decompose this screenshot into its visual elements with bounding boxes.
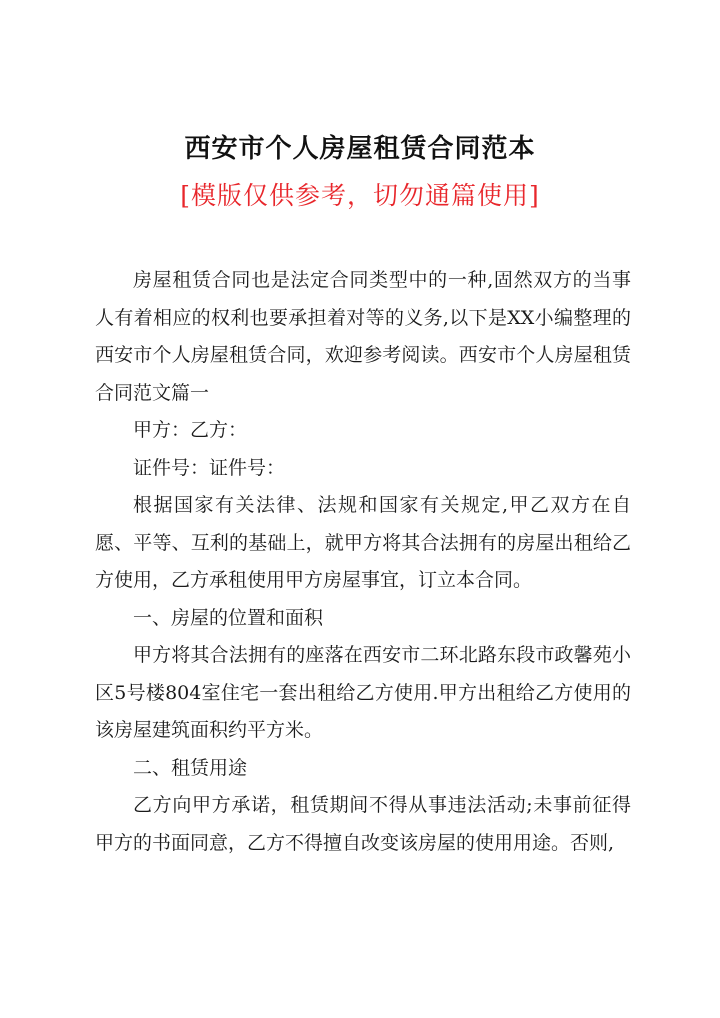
section-heading-usage: 二、租赁用途 [133,756,248,779]
paragraph-intro: 房屋租赁合同也是法定合同类型中的一种,固然双方的当事人有着相应的权利也要承担着对等的义务,以下是XX小编整理的西安市个人房屋租赁合同，欢迎参考阅读。西安市个人房屋租赁合同范文篇一 [95,269,631,404]
document-title: 西安市个人房屋租赁合同范本 [184,134,536,164]
document-subtitle: [模版仅供参考，切勿通篇使用] [180,181,540,210]
paragraph-id-numbers: 证件号：证件号： [133,456,286,479]
document-body [95,262,631,862]
paragraph-usage: 乙方向甲方承诺，租赁期间不得从事违法活动;未事前征得甲方的书面同意，乙方不得擅自改变该房屋的使用用途。否则, [95,794,631,854]
paragraph-basis: 根据国家有关法律、法规和国家有关规定,甲乙双方在自愿、平等、互利的基础上，就甲方将其合法拥有的房屋出租给乙方使用，乙方承租使用甲方房屋事宜，订立本合同。 [95,494,631,591]
section-heading-location: 一、房屋的位置和面积 [133,606,324,629]
paragraph-parties: 甲方：乙方： [133,419,248,441]
paragraph-location: 甲方将其合法拥有的座落在西安市二环北路东段市政馨苑小区5号楼804室住宅一套出租给乙方使用.甲方出租给乙方使用的该房屋建筑面积约平方米。 [95,644,631,741]
